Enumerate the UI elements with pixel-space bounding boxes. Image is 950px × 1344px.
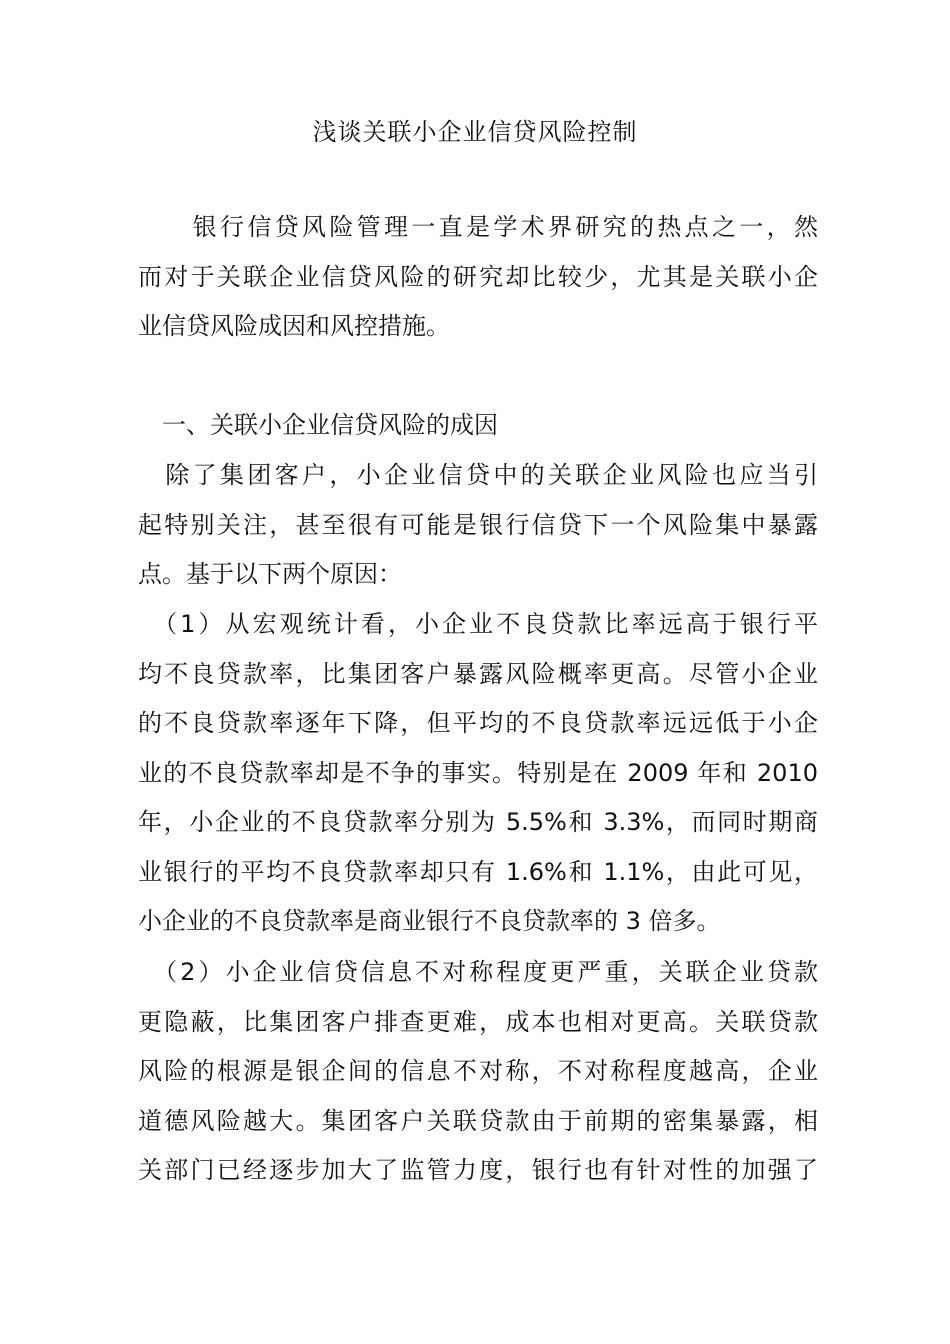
text-line: 起特别关注，甚至很有可能是银行信贷下一个风险集中暴露 — [138, 510, 818, 539]
document-title: 浅谈关联小企业信贷风险控制 — [312, 118, 638, 146]
text-line: 业信贷风险成因和风控措施。 — [138, 312, 450, 340]
text-line: 业银行的平均不良贷款率却只有 1.6%和 1.1%，由此可见， — [138, 857, 818, 886]
text-line: 除了集团客户，小企业信贷中的关联企业风险也应当引 — [138, 461, 818, 489]
text-line: 年，小企业的不良贷款率分别为 5.5%和 3.3%，而同时期商 — [138, 808, 818, 836]
text-line: 小企业的不良贷款率是商业银行不良贷款率的 3 倍多。 — [138, 907, 721, 935]
paragraph-1 — [138, 451, 818, 600]
text-line: （2）小企业信贷信息不对称程度更严重，关联企业贷款 — [138, 958, 818, 986]
text-line: 关部门已经逐步加大了监管力度，银行也有针对性的加强了 — [138, 1156, 818, 1184]
text-line: 而对于关联企业信贷风险的研究却比较少，尤其是关联小企 — [138, 262, 818, 291]
text-line: 道德风险越大。集团客户关联贷款由于前期的密集暴露，相 — [138, 1106, 818, 1135]
text-line: 更隐蔽，比集团客户排查更难，成本也相对更高。关联贷款 — [138, 1007, 818, 1036]
paragraph-3 — [138, 948, 818, 1196]
text-line: 均不良贷款率，比集团客户暴露风险概率更高。尽管小企业 — [138, 659, 818, 688]
text-line: 的不良贷款率逐年下降，但平均的不良贷款率远远低于小企 — [138, 709, 818, 737]
text-line: （1）从宏观统计看，小企业不良贷款比率远高于银行平 — [138, 610, 818, 638]
text-line: 风险的根源是银企间的信息不对称，不对称程度越高，企业 — [138, 1057, 818, 1085]
text-line: 业的不良贷款率却是不争的事实。特别是在 2009 年和 2010 — [138, 758, 818, 787]
section-heading-text: 一、关联小企业信贷风险的成因 — [138, 411, 498, 439]
text-line: 银行信贷风险管理一直是学术界研究的热点之一，然 — [138, 213, 818, 241]
paragraph-2 — [138, 600, 818, 947]
section-heading — [138, 401, 818, 451]
text-line: 点。基于以下两个原因： — [138, 560, 402, 588]
intro-paragraph — [138, 203, 818, 352]
